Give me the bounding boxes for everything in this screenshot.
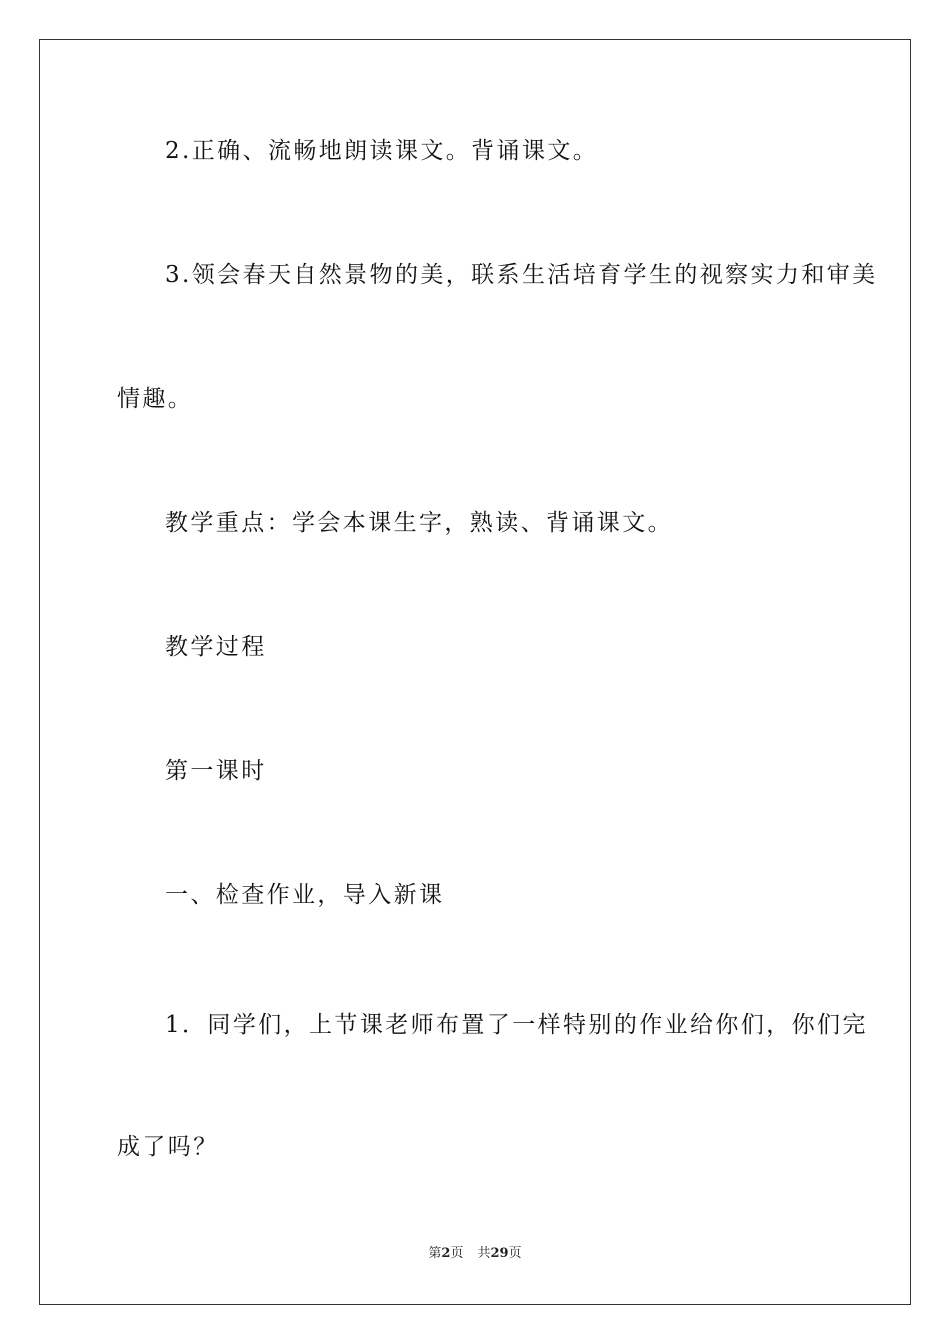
footer-total-prefix: 共	[477, 1246, 491, 1261]
footer-total-suffix: 页	[508, 1246, 522, 1261]
paragraph-objective-3-continued: 情趣。	[117, 386, 194, 412]
paragraph-item-1: 1．同学们，上节课老师布置了一样特别的作业给你们，你们完	[165, 1012, 868, 1038]
paragraph-objective-3: 3.领会春天自然景物的美，联系生活培育学生的视察实力和审美	[165, 262, 878, 288]
footer-page-suffix: 页	[450, 1246, 464, 1261]
total-page-count: 29	[490, 1246, 509, 1261]
paragraph-key-points: 教学重点：学会本课生字，熟读、背诵课文。	[165, 510, 673, 536]
heading-first-lesson: 第一课时	[165, 758, 267, 784]
page-footer	[0, 1246, 950, 1262]
page-frame	[39, 39, 911, 1305]
footer-prefix: 第	[428, 1246, 442, 1261]
heading-teaching-process: 教学过程	[165, 634, 267, 660]
paragraph-objective-2: 2.正确、流畅地朗读课文。背诵课文。	[165, 138, 599, 164]
paragraph-item-1-continued: 成了吗？	[117, 1134, 219, 1160]
current-page-number: 2	[441, 1246, 451, 1261]
heading-section-one: 一、检查作业，导入新课	[165, 882, 445, 908]
